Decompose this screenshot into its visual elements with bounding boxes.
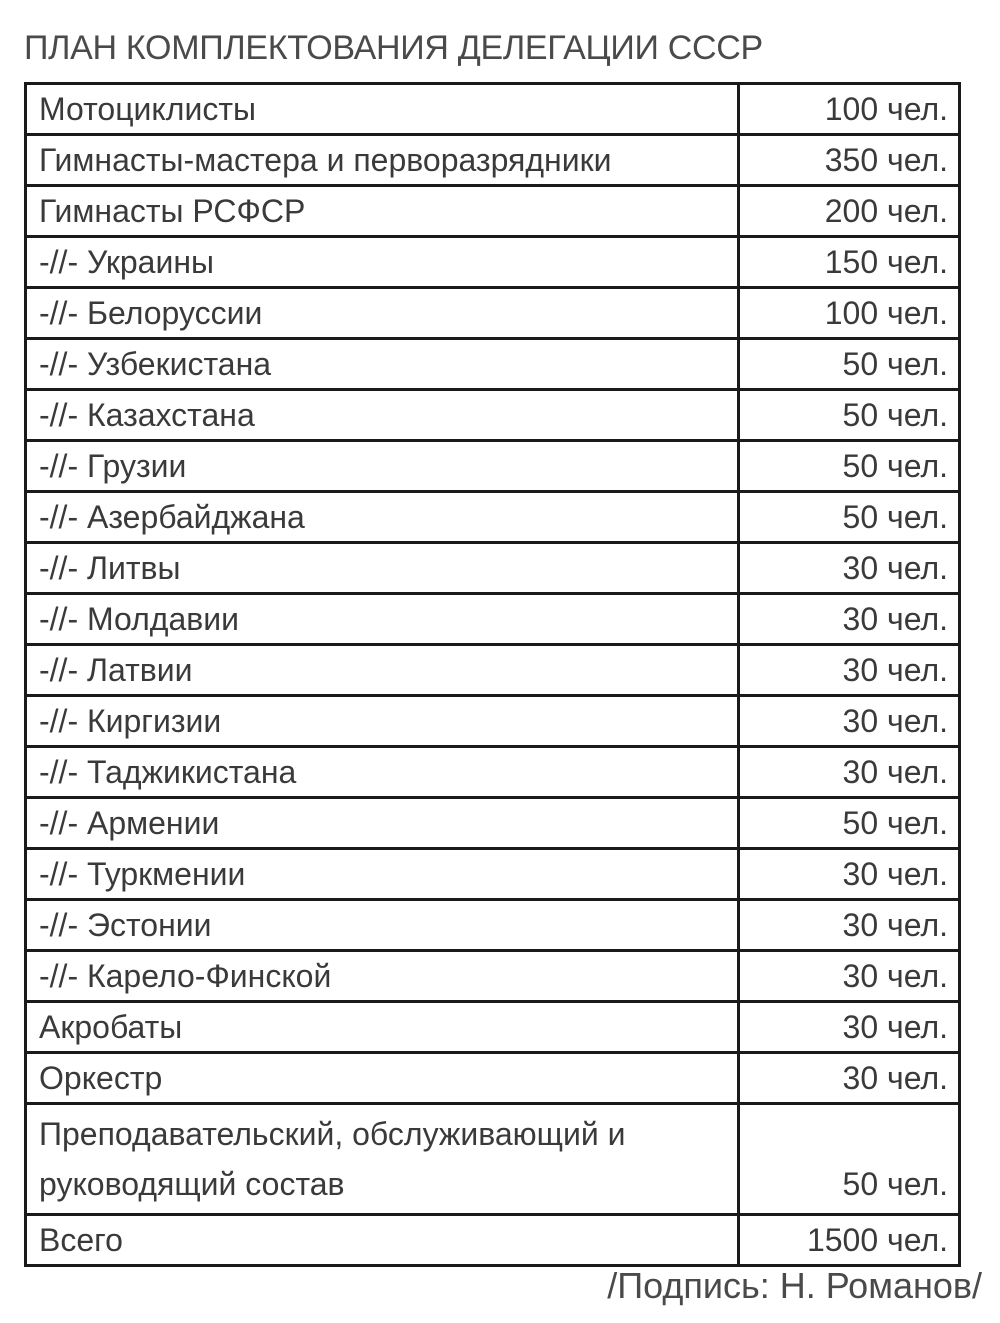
row-count: 30 чел. xyxy=(739,645,960,696)
row-count: 100 чел. xyxy=(739,84,960,135)
delegation-table xyxy=(24,82,961,1267)
row-name: -//- Украины xyxy=(26,237,739,288)
table-row xyxy=(26,900,960,951)
table-row xyxy=(26,849,960,900)
row-count: 200 чел. xyxy=(739,186,960,237)
row-count: 30 чел. xyxy=(739,1002,960,1053)
table-row xyxy=(26,798,960,849)
row-name: Гимнасты-мастера и перворазрядники xyxy=(26,135,739,186)
row-name: -//- Эстонии xyxy=(26,900,739,951)
table-row xyxy=(26,645,960,696)
row-count: 50 чел. xyxy=(739,492,960,543)
table-row xyxy=(26,1002,960,1053)
table-row xyxy=(26,1104,960,1215)
row-name: -//- Литвы xyxy=(26,543,739,594)
table-row xyxy=(26,237,960,288)
row-count: 30 чел. xyxy=(739,594,960,645)
table-row xyxy=(26,492,960,543)
row-name: Оркестр xyxy=(26,1053,739,1104)
table-row xyxy=(26,84,960,135)
row-count: 350 чел. xyxy=(739,135,960,186)
row-name: -//- Молдавии xyxy=(26,594,739,645)
table-row xyxy=(26,339,960,390)
row-count: 150 чел. xyxy=(739,237,960,288)
row-name: -//- Азербайджана xyxy=(26,492,739,543)
total-row xyxy=(26,1215,960,1266)
row-count: 30 чел. xyxy=(739,696,960,747)
row-name: Мотоциклисты xyxy=(26,84,739,135)
row-count: 50 чел. xyxy=(739,390,960,441)
row-count: 50 чел. xyxy=(739,441,960,492)
row-name: -//- Киргизии xyxy=(26,696,739,747)
row-name: -//- Туркмении xyxy=(26,849,739,900)
table-row xyxy=(26,951,960,1002)
row-count: 50 чел. xyxy=(739,339,960,390)
table-row xyxy=(26,696,960,747)
row-name: -//- Белоруссии xyxy=(26,288,739,339)
row-count: 30 чел. xyxy=(739,543,960,594)
table-row xyxy=(26,288,960,339)
row-count: 30 чел. xyxy=(739,951,960,1002)
row-name: Гимнасты РСФСР xyxy=(26,186,739,237)
row-name: -//- Карело-Финской xyxy=(26,951,739,1002)
table-row xyxy=(26,1053,960,1104)
row-count: 30 чел. xyxy=(739,1053,960,1104)
row-name: -//- Латвии xyxy=(26,645,739,696)
total-count: 1500 чел. xyxy=(739,1215,960,1266)
table-row xyxy=(26,390,960,441)
table-row xyxy=(26,135,960,186)
row-name: -//- Грузии xyxy=(26,441,739,492)
table-row xyxy=(26,747,960,798)
row-count: 50 чел. xyxy=(739,798,960,849)
row-count: 30 чел. xyxy=(739,849,960,900)
row-count: 30 чел. xyxy=(739,900,960,951)
row-name: -//- Таджикистана xyxy=(26,747,739,798)
table-row xyxy=(26,594,960,645)
row-count: 100 чел. xyxy=(739,288,960,339)
row-count: 30 чел. xyxy=(739,747,960,798)
total-label: Всего xyxy=(26,1215,739,1266)
row-name: -//- Армении xyxy=(26,798,739,849)
table-row xyxy=(26,543,960,594)
signature-line: /Подпись: Н. Романов/ xyxy=(607,1265,982,1306)
document-title: ПЛАН КОМПЛЕКТОВАНИЯ ДЕЛЕГАЦИИ СССР xyxy=(24,29,763,67)
row-name: -//- Казахстана xyxy=(26,390,739,441)
table-row xyxy=(26,441,960,492)
table-row xyxy=(26,186,960,237)
row-name: Акробаты xyxy=(26,1002,739,1053)
row-count: 50 чел. xyxy=(739,1104,960,1215)
row-name: Преподавательский, обслуживающий и руководящий состав xyxy=(26,1104,739,1215)
row-name: -//- Узбекистана xyxy=(26,339,739,390)
